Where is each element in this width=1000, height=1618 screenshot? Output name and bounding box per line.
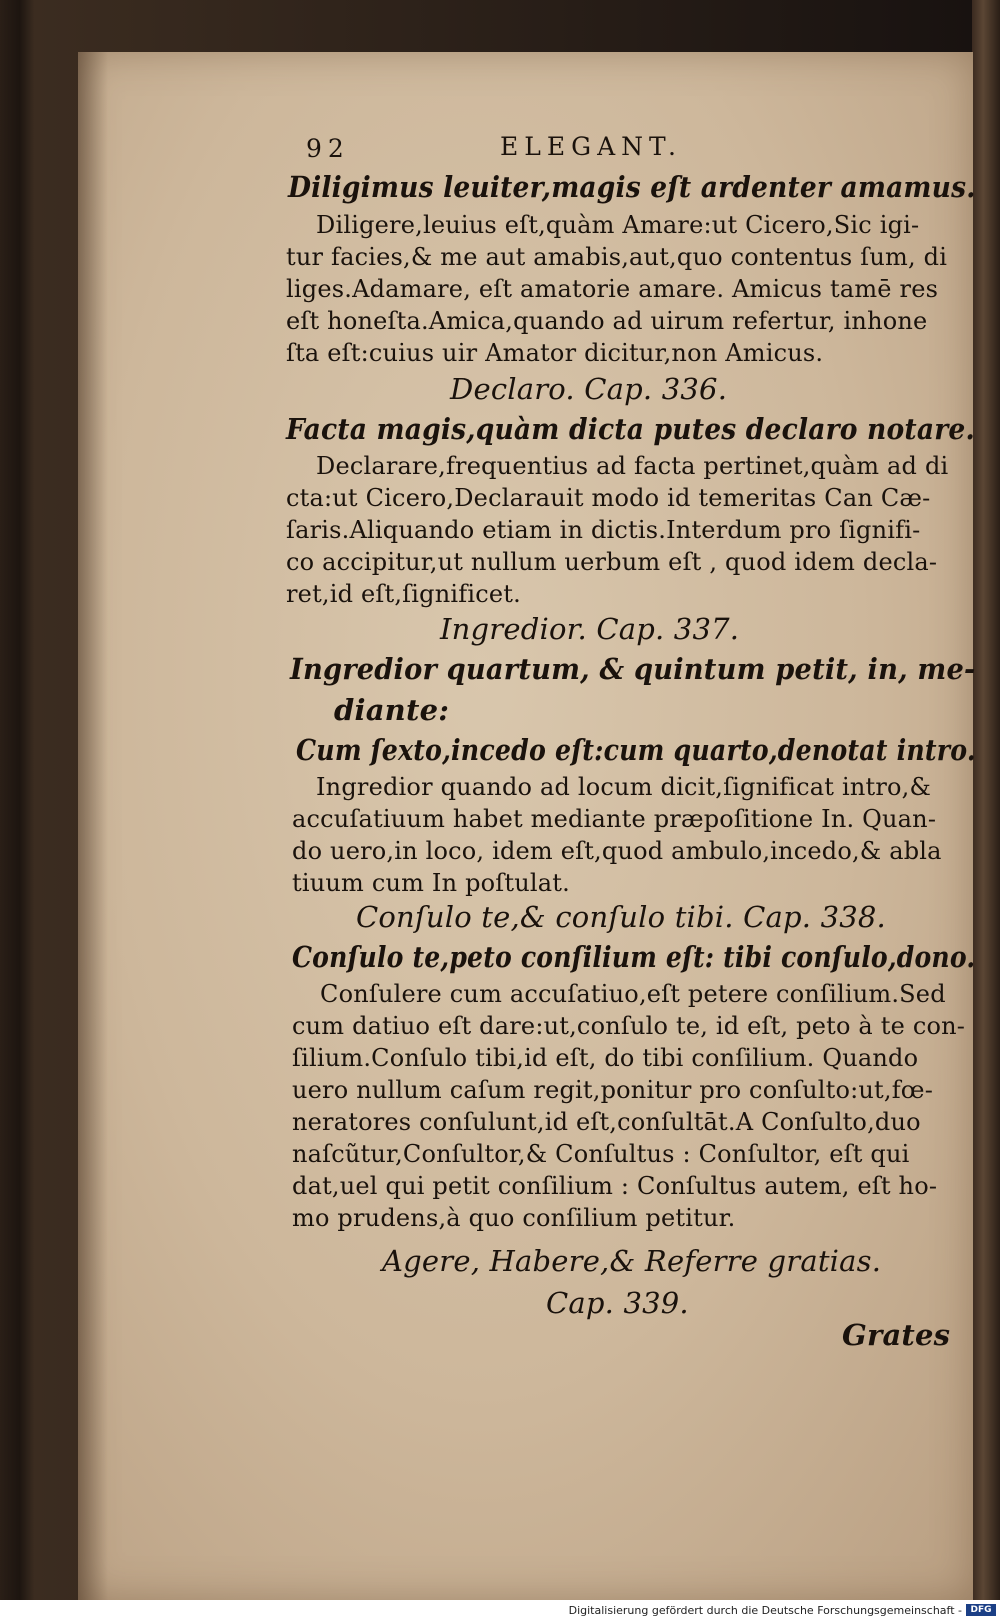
digitization-footer bbox=[0, 1602, 1000, 1618]
catchword: Grates bbox=[842, 1318, 951, 1352]
text-line: Conſulo te,peto conſilium eſt: tibi conſulo,dono. bbox=[292, 940, 976, 974]
text-line: ſta eſt:cuius uir Amator dicitur,non Amicus. bbox=[286, 339, 824, 367]
chapter-heading: Declaro. Cap. 336. bbox=[450, 372, 728, 406]
text-line: neratores conſulunt,id eſt,conſultāt.A Conſulto,duo bbox=[292, 1108, 921, 1136]
text-line: do uero,in loco, idem eſt,quod ambulo,incedo,& abla bbox=[292, 837, 942, 865]
text-line: cum datiuo eſt dare:ut,conſulo te, id eſt, peto à te con- bbox=[292, 1012, 966, 1040]
text-line: Diligimus leuiter,magis eſt ardenter amamus. bbox=[288, 170, 976, 204]
dfg-logo: DFG bbox=[966, 1604, 996, 1616]
text-line: Conſulere cum accuſatiuo,eſt petere conſilium.Sed bbox=[320, 980, 946, 1008]
text-line: dat,uel qui petit conſilium : Conſultus autem, eſt ho- bbox=[292, 1172, 938, 1200]
text-line: ret,id eſt,ſignificet. bbox=[286, 580, 521, 608]
text-line: Cum ſexto,incedo eſt:cum quarto,denotat intro. bbox=[296, 733, 976, 767]
text-line: tur facies,& me aut amabis,aut,quo contentus ſum, di bbox=[286, 243, 948, 271]
text-line: co accipitur,ut nullum uerbum eſt , quod idem decla- bbox=[286, 548, 938, 576]
text-line: liges.Adamare, eſt amatorie amare. Amicus tamē res bbox=[286, 275, 939, 303]
running-title: ELEGANT. bbox=[500, 132, 682, 161]
chapter-heading: Ingredior. Cap. 337. bbox=[440, 612, 740, 646]
chapter-heading: Conſulo te,& conſulo tibi. Cap. 338. bbox=[356, 900, 886, 934]
text-line: accuſatiuum habet mediante præpoſitione In. Quan- bbox=[292, 805, 937, 833]
text-line: diante: bbox=[334, 693, 450, 727]
funding-credit: Digitalisierung gefördert durch die Deutsche Forschungsgemeinschaft - bbox=[568, 1604, 962, 1617]
text-line: naſcũtur,Conſultor,& Conſultus : Conſultor, eſt qui bbox=[292, 1140, 910, 1168]
chapter-number: Cap. 339. bbox=[546, 1286, 689, 1320]
text-line: eſt honeſta.Amica,quando ad uirum refertur, inhone bbox=[286, 307, 928, 335]
chapter-heading: Agere, Habere,& Referre gratias. bbox=[382, 1244, 882, 1278]
text-line: cta:ut Cicero,Declarauit modo id temeritas Can Cæ- bbox=[286, 484, 931, 512]
text-line: ſilium.Conſulo tibi,id eſt, do tibi conſilium. Quando bbox=[292, 1044, 919, 1072]
text-line: Ingredior quando ad locum dicit,ſignificat intro,& bbox=[316, 773, 932, 801]
text-line: Ingredior quartum, & quintum petit, in, me- bbox=[290, 652, 976, 686]
text-line: mo prudens,à quo conſilium petitur. bbox=[292, 1204, 736, 1232]
text-line: Facta magis,quàm dicta putes declaro notare. bbox=[286, 412, 975, 446]
text-line: tiuum cum In poſtulat. bbox=[292, 869, 570, 897]
text-line: uero nullum caſum regit,ponitur pro conſulto:ut,fœ- bbox=[292, 1076, 934, 1104]
text-line: ſaris.Aliquando etiam in dictis.Interdum pro ſignifi- bbox=[286, 516, 921, 544]
text-line: Diligere,leuius eſt,quàm Amare:ut Cicero,Sic igi- bbox=[316, 211, 920, 239]
page-number: 92 bbox=[306, 134, 350, 163]
text-line: Declarare,frequentius ad facta pertinet,quàm ad di bbox=[316, 452, 949, 480]
